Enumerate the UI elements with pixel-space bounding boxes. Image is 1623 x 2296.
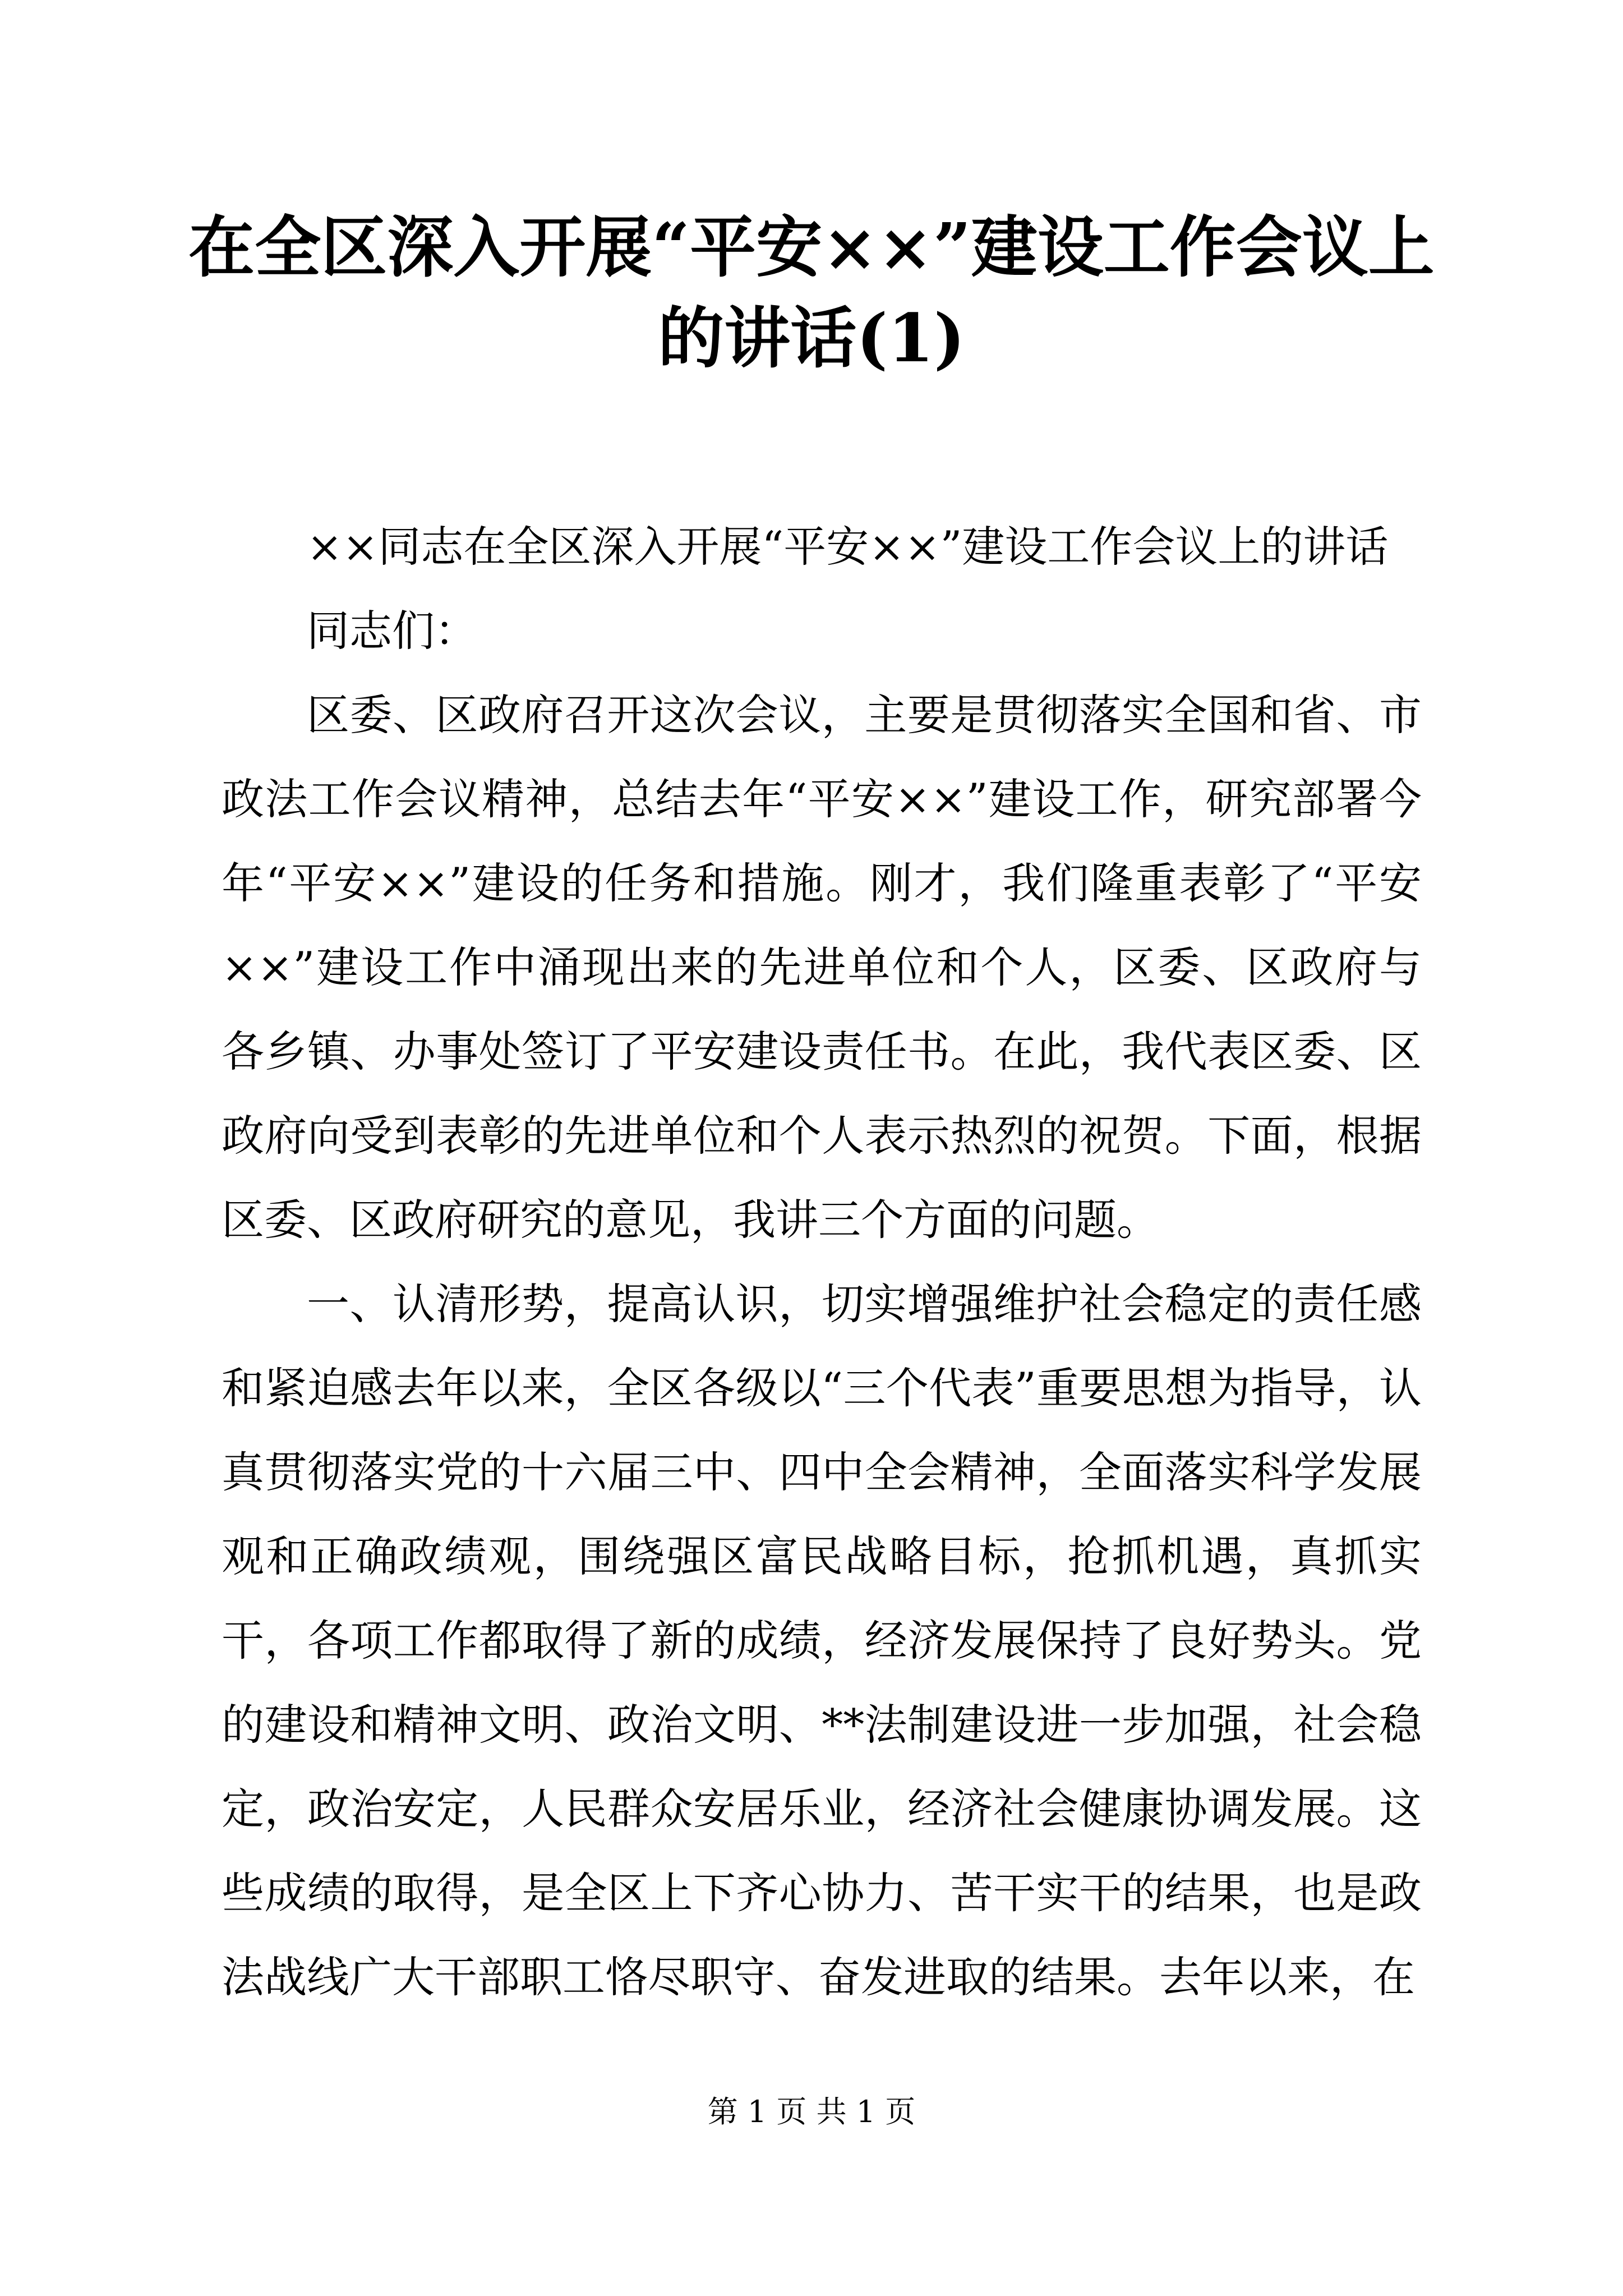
salutation-paragraph: 同志们： bbox=[307, 606, 477, 656]
section-one-paragraph: 一、认清形势，提高认识，切实增强维护社会稳定的责任感和紧迫感去年以来，全区各级以“三个代表”重要思想为指导，认真贯彻落实党的十六届三中、四中全会精神，全面落实科学发展观和正确政绩观，围绕强区富民战略目标，抢抓机遇，真抓实干，各项工作都取得了新的成绩，经济发展保持了良好势头。党的建设和精神文明、政治文明、**法制建设进一步加强，社会稳定，政治安定，人民群众安居乐业，经济社会健康协调发展。这些成绩的取得，是全区上下齐心协力、苦干实干的结果，也是政法战线广大干部职工恪尽职守、奋发进取的结果。去年以来，在 bbox=[222, 1279, 1422, 2002]
title-line-2: 的讲话(1) bbox=[658, 299, 965, 377]
page-footer: 第 1 页 共 1 页 bbox=[707, 2094, 916, 2129]
intro-paragraph: 区委、区政府召开这次会议，主要是贯彻落实全国和省、市政法工作会议精神，总结去年“平安××”建设工作，研究部署今年“平安××”建设的任务和措施。刚才，我们隆重表彰了“平安××”建设工作中涌现出来的先进单位和个人，区委、区政府与各乡镇、办事处签订了平安建设责任书。在此，我代表区委、区政府向受到表彰的先进单位和个人表示热烈的祝贺。下面，根据区委、区政府研究的意见，我讲三个方面的问题。 bbox=[222, 690, 1422, 1245]
document-title bbox=[168, 202, 1455, 384]
document-body bbox=[222, 505, 1422, 2019]
speech-subtitle-paragraph: ××同志在全区深入开展“平安××”建设工作会议上的讲话 bbox=[307, 522, 1389, 572]
title-line-1: 在全区深入开展“平安××”建设工作会议上 bbox=[188, 208, 1435, 286]
